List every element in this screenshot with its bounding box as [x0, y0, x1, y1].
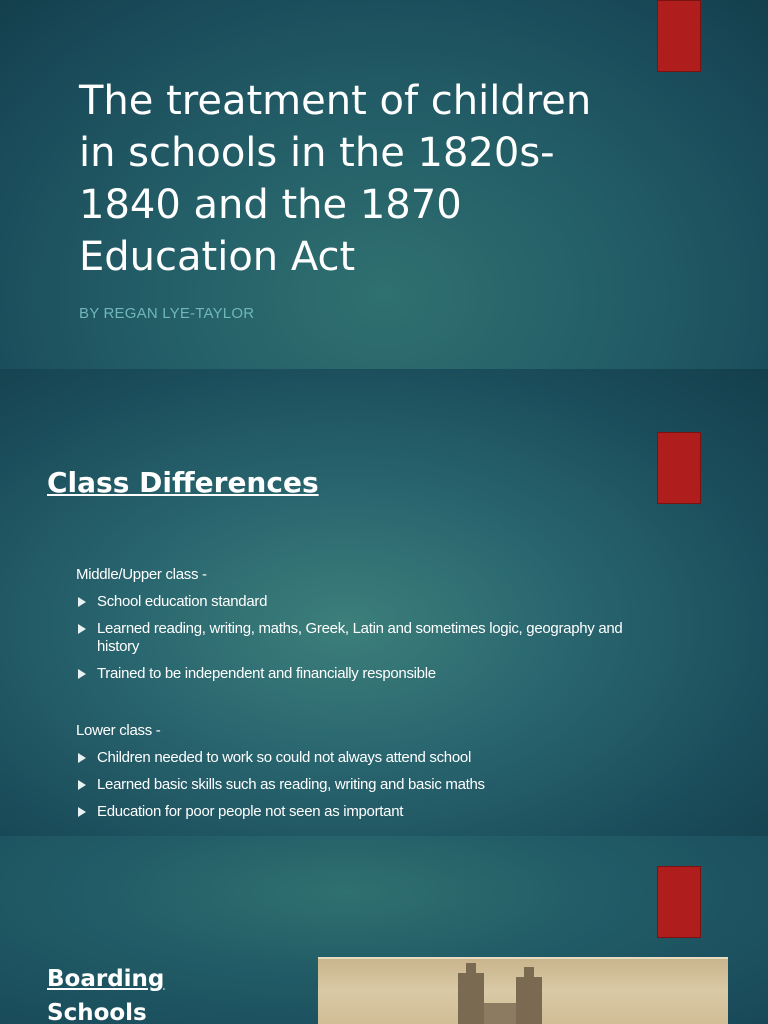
bullet-arrow-icon: [78, 624, 86, 634]
author-byline: BY REGAN LYE-TAYLOR: [79, 305, 255, 322]
group-label-lower-class: Lower class -: [76, 722, 161, 739]
bullet-list-lower-class: [76, 749, 636, 830]
list-item: Learned reading, writing, maths, Greek, Latin and sometimes logic, geography and history: [76, 620, 636, 656]
bullet-arrow-icon: [78, 780, 86, 790]
list-item: Trained to be independent and financially responsible: [76, 665, 636, 683]
school-building-photo: [318, 957, 728, 1024]
bullet-arrow-icon: [78, 753, 86, 763]
bullet-arrow-icon: [78, 597, 86, 607]
slide-heading: Boarding Schools: [47, 962, 164, 1024]
bullet-list-upper-class: [76, 593, 636, 692]
list-item: Children needed to work so could not always attend school: [76, 749, 636, 767]
list-item: Learned basic skills such as reading, writing and basic maths: [76, 776, 636, 794]
slide-heading: Class Differences: [47, 466, 319, 499]
red-accent-tab: [657, 866, 701, 938]
group-label-upper-class: Middle/Upper class -: [76, 566, 207, 583]
slide-title: The treatment of children in schools in the 1820s-1840 and the 1870 Education Act: [79, 78, 592, 280]
class-differences-slide: [0, 369, 768, 836]
list-item: Education for poor people not seen as important: [76, 803, 636, 821]
bullet-arrow-icon: [78, 669, 86, 679]
list-item: School education standard: [76, 593, 636, 611]
title-slide: [0, 0, 768, 369]
heading-line-2: Schools: [47, 1000, 147, 1024]
red-accent-tab: [657, 0, 701, 72]
bullet-arrow-icon: [78, 807, 86, 817]
boarding-schools-slide: [0, 836, 768, 1024]
red-accent-tab: [657, 432, 701, 504]
